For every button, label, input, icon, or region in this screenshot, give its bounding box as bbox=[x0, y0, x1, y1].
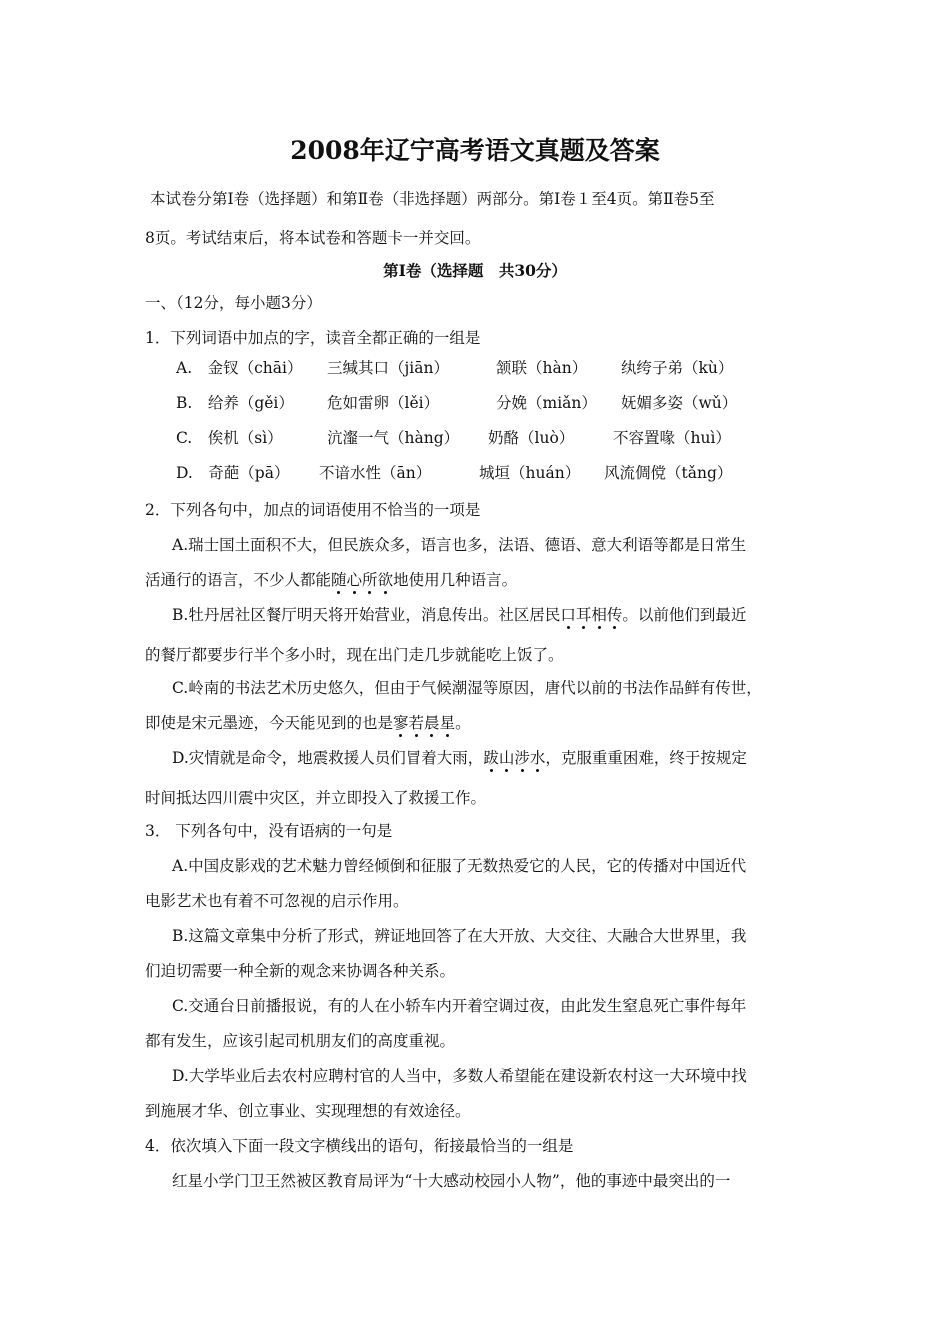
emphasis-char: 星 bbox=[439, 714, 456, 732]
q2-c-text-after: 。 bbox=[455, 714, 471, 732]
q2-b-dotted-phrase bbox=[560, 606, 622, 624]
part-1-header: 一、（12分，每小题3分） bbox=[145, 294, 322, 312]
page-title: 2008年辽宁高考语文真题及答案 bbox=[290, 136, 660, 165]
q2-d-text-before: D.灾情就是命令，地震救援人员们冒着大雨， bbox=[172, 749, 484, 767]
emphasis-char: 跋 bbox=[483, 749, 499, 767]
question-3-stem: 3． 下列各句中，没有语病的一句是 bbox=[145, 822, 393, 840]
q2-option-a-line-1: A.瑞士国土面积不大，但民族众多，语言也多，法语、德语、意大利语等都是日常生 bbox=[172, 536, 747, 554]
emphasis-char: 所 bbox=[362, 571, 378, 589]
emphasis-char: 晨 bbox=[424, 714, 440, 732]
q1-row-b-item-4: 妩媚多姿（wǔ） bbox=[621, 394, 738, 412]
q1-row-d-item-4: 风流倜傥（tǎng） bbox=[604, 464, 733, 482]
emphasis-char: 寥 bbox=[393, 714, 409, 732]
q1-row-a-item-3: 颔联（hàn） bbox=[496, 359, 588, 377]
q2-d-dotted-phrase bbox=[483, 749, 545, 767]
q4-passage-line-1: 红星小学门卫王然被区教育局评为“十大感动校园小人物”，他的事迹中最突出的一 bbox=[172, 1172, 731, 1190]
q2-option-d-line-1 bbox=[172, 748, 747, 768]
q1-row-c-item-2: 沆瀣一气（hàng） bbox=[327, 429, 460, 447]
q1-row-c-item-1: C. 俟机（sì） bbox=[176, 429, 283, 447]
emphasis-char: 欲 bbox=[377, 571, 394, 589]
q3-option-a-line-2: 电影艺术也有着不可忽视的启示作用。 bbox=[145, 892, 409, 910]
q2-a-text-after: 地使用几种语言。 bbox=[393, 571, 518, 589]
q2-option-d-line-2: 时间抵达四川震中灾区，并立即投入了救援工作。 bbox=[145, 789, 487, 807]
q1-row-d-item-2: 不谙水性（ān） bbox=[319, 464, 432, 482]
q1-row-b-item-3: 分娩（miǎn） bbox=[496, 394, 597, 412]
q2-c-dotted-phrase bbox=[393, 714, 455, 732]
q3-option-c-line-2: 都有发生，应该引起司机朋友们的高度重视。 bbox=[145, 1032, 456, 1050]
q1-row-d-item-1: D. 奇葩（pā） bbox=[176, 464, 290, 482]
emphasis-char: 传 bbox=[606, 606, 623, 624]
q3-option-b-line-1: B.这篇文章集中分析了形式，辨证地回答了在大开放、大交往、大融合大世界里，我 bbox=[172, 927, 747, 945]
q1-row-b-item-1: B. 给养（gěi） bbox=[176, 394, 294, 412]
q1-row-a-item-2: 三缄其口（jiān） bbox=[327, 359, 449, 377]
q1-row-d-item-3: 城垣（huán） bbox=[479, 464, 581, 482]
q2-option-b-line-2: 的餐厅都要步行半个多小时，现在出门走几步就能吃上饭了。 bbox=[145, 646, 564, 664]
q2-option-b-line-1 bbox=[172, 605, 746, 625]
q2-option-c-line-2 bbox=[145, 713, 471, 733]
q2-c-text-before: 即使是宋元墨迹，今天能见到的也是 bbox=[145, 714, 394, 732]
emphasis-char: 涉 bbox=[514, 749, 530, 767]
intro-line-2: 8页。考试结束后，将本试卷和答题卡一并交回。 bbox=[145, 229, 481, 247]
emphasis-char: 耳 bbox=[575, 606, 592, 624]
emphasis-char: 口 bbox=[560, 606, 576, 624]
q2-b-text-after: 。以前他们到最近 bbox=[622, 606, 747, 624]
q2-a-dotted-phrase bbox=[331, 571, 393, 589]
q1-row-c-item-4: 不容置喙（huì） bbox=[613, 429, 731, 447]
q3-option-a-line-1: A.中国皮影戏的艺术魅力曾经倾倒和征服了无数热爱它的人民，它的传播对中国近代 bbox=[172, 857, 747, 875]
emphasis-char: 山 bbox=[498, 749, 515, 767]
q3-option-d-line-2: 到施展才华、创立事业、实现理想的有效途径。 bbox=[145, 1102, 471, 1120]
q2-option-a-line-2 bbox=[145, 570, 517, 590]
q1-row-b-item-2: 危如雷卵（lěi） bbox=[327, 394, 440, 412]
emphasis-char: 随 bbox=[331, 571, 347, 589]
q1-row-a-item-1: A. 金钗（chāi） bbox=[176, 359, 303, 377]
q1-row-a-item-4: 纨绔子弟（kù） bbox=[621, 359, 734, 377]
q1-row-c-item-3: 奶酪（luò） bbox=[488, 429, 575, 447]
intro-line-1: 本试卷分第Ⅰ卷（选择题）和第Ⅱ卷（非选择题）两部分。第Ⅰ卷１至4页。第Ⅱ卷5至 bbox=[150, 190, 715, 208]
question-2-stem: 2．下列各句中，加点的词语使用不恰当的一项是 bbox=[145, 501, 481, 519]
q2-d-text-after: ，克服重重困难，终于按规定 bbox=[545, 749, 747, 767]
q3-option-b-line-2: 们迫切需要一种全新的观念来协调各种关系。 bbox=[145, 962, 456, 980]
section-1-title: 第Ⅰ卷（选择题 共30分） bbox=[383, 261, 567, 280]
q2-a-text-before: 活通行的语言，不少人都能 bbox=[145, 571, 332, 589]
question-1-stem: 1．下列词语中加点的字，读音全都正确的一组是 bbox=[145, 329, 481, 347]
q2-option-c-line-1: C.岭南的书法艺术历史悠久，但由于气候潮湿等原因，唐代以前的书法作品鲜有传世， bbox=[172, 679, 762, 697]
emphasis-char: 心 bbox=[346, 571, 363, 589]
q3-option-c-line-1: C.交通台日前播报说，有的人在小轿车内开着空调过夜，由此发生窒息死亡事件每年 bbox=[172, 997, 747, 1015]
emphasis-char: 相 bbox=[591, 606, 607, 624]
q2-b-text-before: B.牡丹居社区餐厅明天将开始营业，消息传出。社区居民 bbox=[172, 606, 561, 624]
question-4-stem: 4．依次填入下面一段文字横线出的语句，衔接最恰当的一组是 bbox=[145, 1137, 574, 1155]
q3-option-d-line-1: D.大学毕业后去农村应聘村官的人当中，多数人希望能在建设新农村这一大环境中找 bbox=[172, 1067, 747, 1085]
emphasis-char: 若 bbox=[408, 714, 425, 732]
emphasis-char: 水 bbox=[529, 749, 546, 767]
